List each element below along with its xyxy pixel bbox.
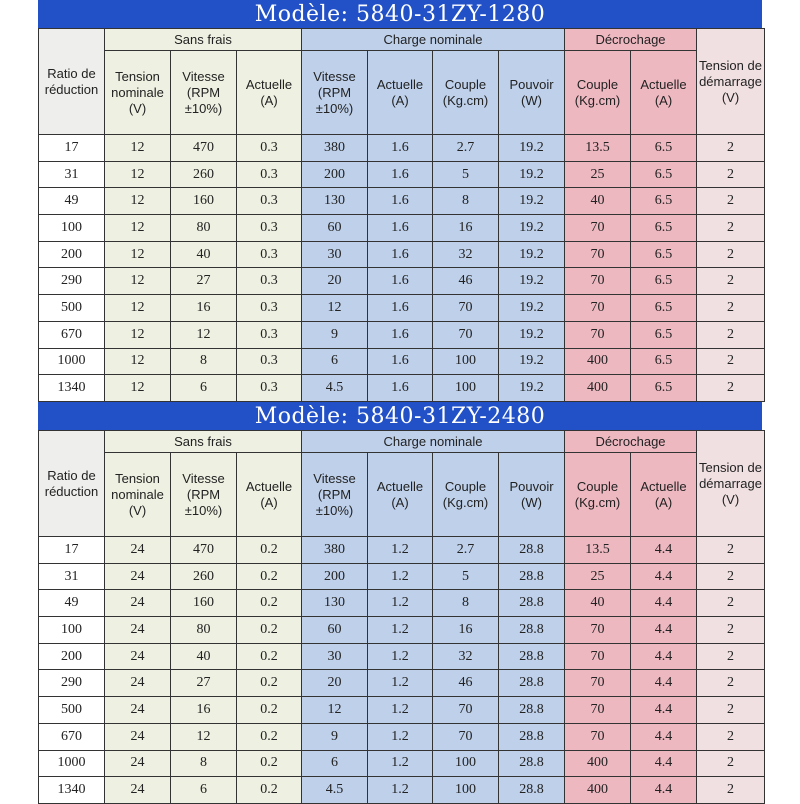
no-load-current-cell: 0.2 [237, 563, 302, 590]
ratio-cell: 1340 [39, 777, 105, 804]
start-voltage-cell: 2 [697, 697, 765, 724]
table-row [39, 697, 765, 724]
stall-group-header: Décrochage [565, 431, 697, 453]
start-voltage-cell: 2 [697, 268, 765, 295]
voltage-cell: 12 [105, 241, 171, 268]
no-load-current-cell: 0.3 [237, 215, 302, 242]
stall-torque-cell: 400 [565, 750, 631, 777]
no-load-current-cell: 0.3 [237, 161, 302, 188]
rated-load-group-header: Charge nominale [302, 29, 565, 51]
ratio-cell: 500 [39, 295, 105, 322]
ratio-cell: 290 [39, 268, 105, 295]
rated-current-cell: 1.6 [368, 241, 433, 268]
stall-group-header: Décrochage [565, 29, 697, 51]
voltage-cell: 24 [105, 777, 171, 804]
start-voltage-cell: 2 [697, 161, 765, 188]
rated-current-cell: 1.2 [368, 590, 433, 617]
rated-speed-cell: 380 [302, 135, 368, 162]
model-title: Modèle: 5840-31ZY-2480 [38, 402, 762, 430]
rated-torque-cell: 70 [433, 295, 499, 322]
start-voltage-cell: 2 [697, 777, 765, 804]
no-load-current-header: Actuelle (A) [237, 453, 302, 537]
no-load-current-cell: 0.3 [237, 241, 302, 268]
no-load-speed-cell: 6 [171, 375, 237, 402]
rated-current-cell: 1.6 [368, 375, 433, 402]
rated-current-cell: 1.2 [368, 750, 433, 777]
voltage-cell: 24 [105, 643, 171, 670]
stall-torque-cell: 400 [565, 375, 631, 402]
rated-torque-cell: 100 [433, 348, 499, 375]
group-header-row [39, 431, 765, 453]
rated-voltage-header: Tension nominale (V) [105, 453, 171, 537]
no-load-current-cell: 0.3 [237, 295, 302, 322]
rated-current-cell: 1.6 [368, 295, 433, 322]
stall-current-header: Actuelle (A) [631, 453, 697, 537]
no-load-speed-cell: 6 [171, 777, 237, 804]
start-voltage-cell: 2 [697, 215, 765, 242]
no-load-speed-cell: 27 [171, 670, 237, 697]
stall-torque-cell: 70 [565, 697, 631, 724]
no-load-current-cell: 0.3 [237, 268, 302, 295]
stall-current-cell: 6.5 [631, 188, 697, 215]
voltage-cell: 24 [105, 750, 171, 777]
rated-torque-cell: 8 [433, 188, 499, 215]
stall-torque-cell: 40 [565, 188, 631, 215]
table-row [39, 777, 765, 804]
voltage-cell: 24 [105, 537, 171, 564]
no-load-current-cell: 0.2 [237, 723, 302, 750]
start-voltage-cell: 2 [697, 375, 765, 402]
no-load-speed-cell: 12 [171, 321, 237, 348]
rated-power-cell: 28.8 [499, 537, 565, 564]
rated-power-cell: 28.8 [499, 590, 565, 617]
rated-current-header: Actuelle (A) [368, 453, 433, 537]
stall-current-cell: 6.5 [631, 241, 697, 268]
no-load-speed-cell: 470 [171, 537, 237, 564]
ratio-cell: 670 [39, 723, 105, 750]
rated-speed-cell: 30 [302, 643, 368, 670]
stall-current-cell: 6.5 [631, 161, 697, 188]
voltage-cell: 12 [105, 321, 171, 348]
rated-speed-cell: 200 [302, 563, 368, 590]
ratio-cell: 17 [39, 135, 105, 162]
voltage-cell: 24 [105, 617, 171, 644]
rated-current-cell: 1.6 [368, 348, 433, 375]
rated-torque-cell: 100 [433, 750, 499, 777]
rated-power-cell: 28.8 [499, 643, 565, 670]
model-title: Modèle: 5840-31ZY-1280 [38, 0, 762, 28]
no-load-group-header: Sans frais [105, 29, 302, 51]
rated-torque-cell: 70 [433, 697, 499, 724]
start-voltage-cell: 2 [697, 188, 765, 215]
no-load-speed-cell: 260 [171, 563, 237, 590]
stall-torque-header: Couple (Kg.cm) [565, 453, 631, 537]
rated-torque-cell: 46 [433, 268, 499, 295]
rated-power-cell: 28.8 [499, 697, 565, 724]
rated-current-cell: 1.2 [368, 777, 433, 804]
rated-power-cell: 19.2 [499, 135, 565, 162]
rated-power-cell: 28.8 [499, 777, 565, 804]
no-load-current-cell: 0.3 [237, 375, 302, 402]
stall-torque-cell: 400 [565, 777, 631, 804]
ratio-cell: 670 [39, 321, 105, 348]
stall-torque-cell: 70 [565, 617, 631, 644]
stall-current-cell: 4.4 [631, 617, 697, 644]
rated-current-cell: 1.2 [368, 643, 433, 670]
table-row [39, 215, 765, 242]
ratio-cell: 31 [39, 563, 105, 590]
ratio-cell: 200 [39, 643, 105, 670]
no-load-group-header: Sans frais [105, 431, 302, 453]
stall-current-cell: 6.5 [631, 135, 697, 162]
rated-power-cell: 28.8 [499, 563, 565, 590]
rated-torque-cell: 5 [433, 161, 499, 188]
rated-current-cell: 1.2 [368, 563, 433, 590]
no-load-current-cell: 0.2 [237, 537, 302, 564]
rated-speed-cell: 130 [302, 590, 368, 617]
rated-power-header: Pouvoir (W) [499, 453, 565, 537]
stall-current-cell: 4.4 [631, 750, 697, 777]
voltage-cell: 12 [105, 295, 171, 322]
rated-speed-cell: 4.5 [302, 375, 368, 402]
rated-torque-cell: 5 [433, 563, 499, 590]
rated-torque-cell: 16 [433, 215, 499, 242]
voltage-cell: 12 [105, 135, 171, 162]
voltage-cell: 24 [105, 670, 171, 697]
ratio-cell: 1340 [39, 375, 105, 402]
start-voltage-cell: 2 [697, 241, 765, 268]
rated-current-cell: 1.2 [368, 670, 433, 697]
table-row [39, 375, 765, 402]
table-row [39, 135, 765, 162]
rated-current-cell: 1.6 [368, 161, 433, 188]
no-load-speed-cell: 16 [171, 697, 237, 724]
rated-power-cell: 19.2 [499, 295, 565, 322]
table-row [39, 241, 765, 268]
rated-torque-cell: 70 [433, 321, 499, 348]
no-load-speed-cell: 160 [171, 590, 237, 617]
stall-current-cell: 4.4 [631, 590, 697, 617]
start-voltage-cell: 2 [697, 563, 765, 590]
voltage-cell: 12 [105, 375, 171, 402]
rated-voltage-header: Tension nominale (V) [105, 51, 171, 135]
rated-torque-header: Couple (Kg.cm) [433, 453, 499, 537]
no-load-current-cell: 0.2 [237, 590, 302, 617]
rated-speed-cell: 20 [302, 268, 368, 295]
rated-power-cell: 19.2 [499, 188, 565, 215]
table-row [39, 321, 765, 348]
no-load-speed-header: Vitesse (RPM ±10%) [171, 51, 237, 135]
table-row [39, 563, 765, 590]
stall-torque-cell: 13.5 [565, 537, 631, 564]
ratio-cell: 100 [39, 617, 105, 644]
no-load-speed-header: Vitesse (RPM ±10%) [171, 453, 237, 537]
rated-speed-cell: 380 [302, 537, 368, 564]
no-load-speed-cell: 80 [171, 617, 237, 644]
rated-torque-cell: 2.7 [433, 537, 499, 564]
stall-torque-cell: 70 [565, 241, 631, 268]
stall-torque-cell: 13.5 [565, 135, 631, 162]
stall-current-header: Actuelle (A) [631, 51, 697, 135]
rated-speed-cell: 4.5 [302, 777, 368, 804]
rated-torque-cell: 16 [433, 617, 499, 644]
stall-current-cell: 4.4 [631, 723, 697, 750]
rated-torque-cell: 100 [433, 777, 499, 804]
stall-current-cell: 4.4 [631, 670, 697, 697]
table-row [39, 723, 765, 750]
table-row [39, 188, 765, 215]
no-load-speed-cell: 40 [171, 241, 237, 268]
rated-current-cell: 1.2 [368, 723, 433, 750]
table-row [39, 643, 765, 670]
spec-table [38, 28, 765, 402]
stall-torque-cell: 70 [565, 723, 631, 750]
start-voltage-cell: 2 [697, 750, 765, 777]
ratio-cell: 100 [39, 215, 105, 242]
rated-torque-cell: 32 [433, 241, 499, 268]
table-row [39, 537, 765, 564]
no-load-current-header: Actuelle (A) [237, 51, 302, 135]
voltage-cell: 12 [105, 348, 171, 375]
rated-speed-cell: 60 [302, 617, 368, 644]
rated-speed-cell: 12 [302, 697, 368, 724]
start-voltage-cell: 2 [697, 295, 765, 322]
rated-current-cell: 1.2 [368, 537, 433, 564]
rated-speed-cell: 20 [302, 670, 368, 697]
stall-current-cell: 4.4 [631, 563, 697, 590]
rated-load-group-header: Charge nominale [302, 431, 565, 453]
stall-current-cell: 6.5 [631, 295, 697, 322]
rated-current-header: Actuelle (A) [368, 51, 433, 135]
sub-header-row [39, 453, 765, 537]
no-load-current-cell: 0.2 [237, 643, 302, 670]
rated-speed-cell: 200 [302, 161, 368, 188]
table-row [39, 161, 765, 188]
no-load-speed-cell: 27 [171, 268, 237, 295]
rated-power-cell: 28.8 [499, 750, 565, 777]
stall-torque-cell: 70 [565, 321, 631, 348]
rated-speed-cell: 6 [302, 348, 368, 375]
rated-speed-cell: 130 [302, 188, 368, 215]
stall-current-cell: 6.5 [631, 321, 697, 348]
rated-current-cell: 1.6 [368, 215, 433, 242]
rated-power-cell: 19.2 [499, 375, 565, 402]
rated-power-cell: 28.8 [499, 670, 565, 697]
table-row [39, 617, 765, 644]
rated-speed-cell: 30 [302, 241, 368, 268]
rated-power-cell: 19.2 [499, 321, 565, 348]
table-row [39, 295, 765, 322]
stall-current-cell: 6.5 [631, 375, 697, 402]
voltage-cell: 12 [105, 215, 171, 242]
stall-torque-cell: 400 [565, 348, 631, 375]
stall-torque-cell: 40 [565, 590, 631, 617]
voltage-cell: 12 [105, 268, 171, 295]
table-row [39, 670, 765, 697]
voltage-cell: 24 [105, 590, 171, 617]
no-load-speed-cell: 16 [171, 295, 237, 322]
rated-torque-cell: 32 [433, 643, 499, 670]
ratio-header: Ratio de réduction [39, 29, 105, 135]
rated-current-cell: 1.6 [368, 135, 433, 162]
table-row [39, 348, 765, 375]
no-load-speed-cell: 8 [171, 348, 237, 375]
start-voltage-cell: 2 [697, 348, 765, 375]
rated-power-header: Pouvoir (W) [499, 51, 565, 135]
no-load-current-cell: 0.3 [237, 188, 302, 215]
rated-power-cell: 19.2 [499, 215, 565, 242]
rated-torque-cell: 8 [433, 590, 499, 617]
stall-current-cell: 6.5 [631, 268, 697, 295]
rated-torque-cell: 46 [433, 670, 499, 697]
rated-torque-cell: 100 [433, 375, 499, 402]
stall-torque-cell: 70 [565, 670, 631, 697]
rated-power-cell: 19.2 [499, 241, 565, 268]
rated-power-cell: 19.2 [499, 268, 565, 295]
stall-current-cell: 4.4 [631, 777, 697, 804]
rated-power-cell: 28.8 [499, 723, 565, 750]
start-voltage-header: Tension de démarrage (V) [697, 431, 765, 537]
start-voltage-cell: 2 [697, 321, 765, 348]
no-load-current-cell: 0.3 [237, 135, 302, 162]
no-load-current-cell: 0.2 [237, 697, 302, 724]
ratio-cell: 49 [39, 590, 105, 617]
rated-current-cell: 1.6 [368, 188, 433, 215]
stall-torque-header: Couple (Kg.cm) [565, 51, 631, 135]
rated-current-cell: 1.6 [368, 321, 433, 348]
voltage-cell: 24 [105, 697, 171, 724]
start-voltage-cell: 2 [697, 537, 765, 564]
table-row [39, 750, 765, 777]
rated-torque-cell: 2.7 [433, 135, 499, 162]
table-row [39, 268, 765, 295]
rated-torque-cell: 70 [433, 723, 499, 750]
rated-speed-cell: 9 [302, 321, 368, 348]
ratio-cell: 17 [39, 537, 105, 564]
ratio-cell: 1000 [39, 750, 105, 777]
ratio-cell: 200 [39, 241, 105, 268]
stall-current-cell: 6.5 [631, 215, 697, 242]
no-load-speed-cell: 260 [171, 161, 237, 188]
no-load-current-cell: 0.3 [237, 321, 302, 348]
start-voltage-cell: 2 [697, 723, 765, 750]
rated-power-cell: 19.2 [499, 161, 565, 188]
no-load-current-cell: 0.2 [237, 617, 302, 644]
start-voltage-cell: 2 [697, 135, 765, 162]
ratio-cell: 500 [39, 697, 105, 724]
ratio-cell: 290 [39, 670, 105, 697]
rated-speed-cell: 9 [302, 723, 368, 750]
rated-power-cell: 28.8 [499, 617, 565, 644]
stall-torque-cell: 70 [565, 643, 631, 670]
rated-current-cell: 1.2 [368, 617, 433, 644]
ratio-header: Ratio de réduction [39, 431, 105, 537]
stall-torque-cell: 25 [565, 563, 631, 590]
ratio-cell: 1000 [39, 348, 105, 375]
no-load-speed-cell: 160 [171, 188, 237, 215]
start-voltage-header: Tension de démarrage (V) [697, 29, 765, 135]
stall-current-cell: 4.4 [631, 697, 697, 724]
no-load-speed-cell: 8 [171, 750, 237, 777]
ratio-cell: 31 [39, 161, 105, 188]
table-row [39, 590, 765, 617]
rated-speed-cell: 12 [302, 295, 368, 322]
rated-speed-cell: 6 [302, 750, 368, 777]
start-voltage-cell: 2 [697, 590, 765, 617]
group-header-row [39, 29, 765, 51]
rated-current-cell: 1.6 [368, 268, 433, 295]
start-voltage-cell: 2 [697, 617, 765, 644]
no-load-speed-cell: 80 [171, 215, 237, 242]
no-load-current-cell: 0.2 [237, 750, 302, 777]
ratio-cell: 49 [39, 188, 105, 215]
voltage-cell: 24 [105, 563, 171, 590]
spec-table [38, 430, 765, 804]
start-voltage-cell: 2 [697, 643, 765, 670]
stall-torque-cell: 70 [565, 215, 631, 242]
rated-current-cell: 1.2 [368, 697, 433, 724]
no-load-current-cell: 0.2 [237, 670, 302, 697]
voltage-cell: 12 [105, 161, 171, 188]
rated-torque-header: Couple (Kg.cm) [433, 51, 499, 135]
no-load-current-cell: 0.3 [237, 348, 302, 375]
no-load-speed-cell: 40 [171, 643, 237, 670]
no-load-speed-cell: 470 [171, 135, 237, 162]
voltage-cell: 24 [105, 723, 171, 750]
stall-torque-cell: 70 [565, 268, 631, 295]
stall-current-cell: 4.4 [631, 643, 697, 670]
stall-current-cell: 4.4 [631, 537, 697, 564]
start-voltage-cell: 2 [697, 670, 765, 697]
stall-torque-cell: 25 [565, 161, 631, 188]
rated-power-cell: 19.2 [499, 348, 565, 375]
stall-torque-cell: 70 [565, 295, 631, 322]
stall-current-cell: 6.5 [631, 348, 697, 375]
rated-speed-cell: 60 [302, 215, 368, 242]
voltage-cell: 12 [105, 188, 171, 215]
sub-header-row [39, 51, 765, 135]
rated-speed-header: Vitesse (RPM ±10%) [302, 453, 368, 537]
no-load-current-cell: 0.2 [237, 777, 302, 804]
rated-speed-header: Vitesse (RPM ±10%) [302, 51, 368, 135]
no-load-speed-cell: 12 [171, 723, 237, 750]
